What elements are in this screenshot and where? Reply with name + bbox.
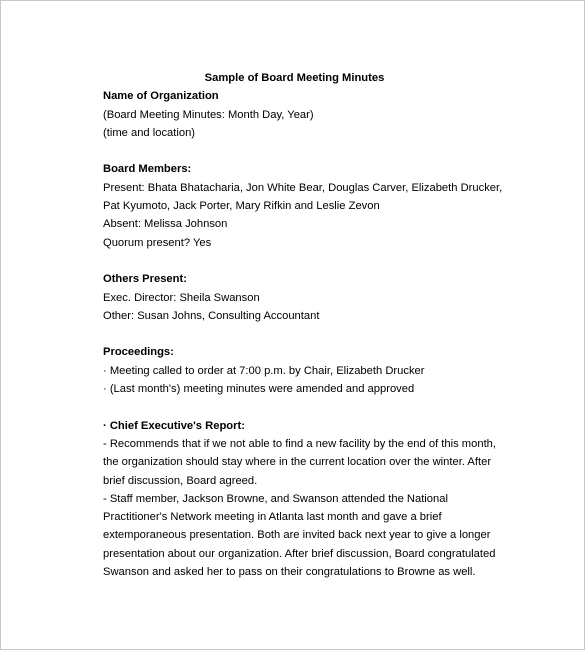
document-title: Sample of Board Meeting Minutes (204, 72, 385, 84)
ceo-report-line: brief discussion, Board agreed. (103, 474, 258, 487)
ceo-report-line: Practitioner's Network meeting in Atlanta last month and gave a brief (103, 511, 442, 524)
ceo-report-line: extemporaneous presentation. Both are invited back next year to give a longer (103, 529, 491, 542)
board-members-line: Absent: Melissa Johnson (103, 218, 228, 231)
others-present-line: Exec. Director: Sheila Swanson (103, 291, 260, 304)
proceedings-line: · (Last month's) meeting minutes were amended and approved (103, 383, 415, 396)
ceo-report-line: presentation about our organization. After brief discussion, Board congratulated (103, 547, 496, 560)
ceo-report-line: - Staff member, Jackson Browne, and Swanson attended the National (103, 492, 448, 505)
organization-line: (time and location) (103, 126, 196, 139)
organization-heading: Name of Organization (103, 90, 219, 103)
board-members-heading: Board Members: (103, 163, 192, 176)
board-members-line: Pat Kyumoto, Jack Porter, Mary Rifkin and Leslie Zevon (103, 200, 380, 213)
ceo-report-line: the organization should stay where in the current location over the winter. After (103, 456, 492, 469)
spacer (103, 398, 503, 416)
spacer (103, 142, 503, 160)
board-members-line: Quorum present? Yes (103, 236, 212, 249)
organization-line: (Board Meeting Minutes: Month Day, Year) (103, 108, 314, 121)
spacer (103, 325, 503, 343)
ceo-report-line: - Recommends that if we not able to find a new facility by the end of this month, (103, 437, 497, 450)
ceo-report-heading: · Chief Executive's Report: (103, 419, 245, 432)
ceo-report-line: Swanson and asked her to pass on their congratulations to Browne as well. (103, 566, 476, 579)
minutes-document (103, 69, 503, 581)
board-members-line: Present: Bhata Bhatacharia, Jon White Bear, Douglas Carver, Elizabeth Drucker, (103, 181, 503, 194)
others-present-line: Other: Susan Johns, Consulting Accountant (103, 309, 320, 322)
spacer (103, 252, 503, 270)
others-present-heading: Others Present: (103, 273, 187, 286)
proceedings-heading: Proceedings: (103, 346, 174, 359)
proceedings-line: · Meeting called to order at 7:00 p.m. by Chair, Elizabeth Drucker (103, 364, 425, 377)
